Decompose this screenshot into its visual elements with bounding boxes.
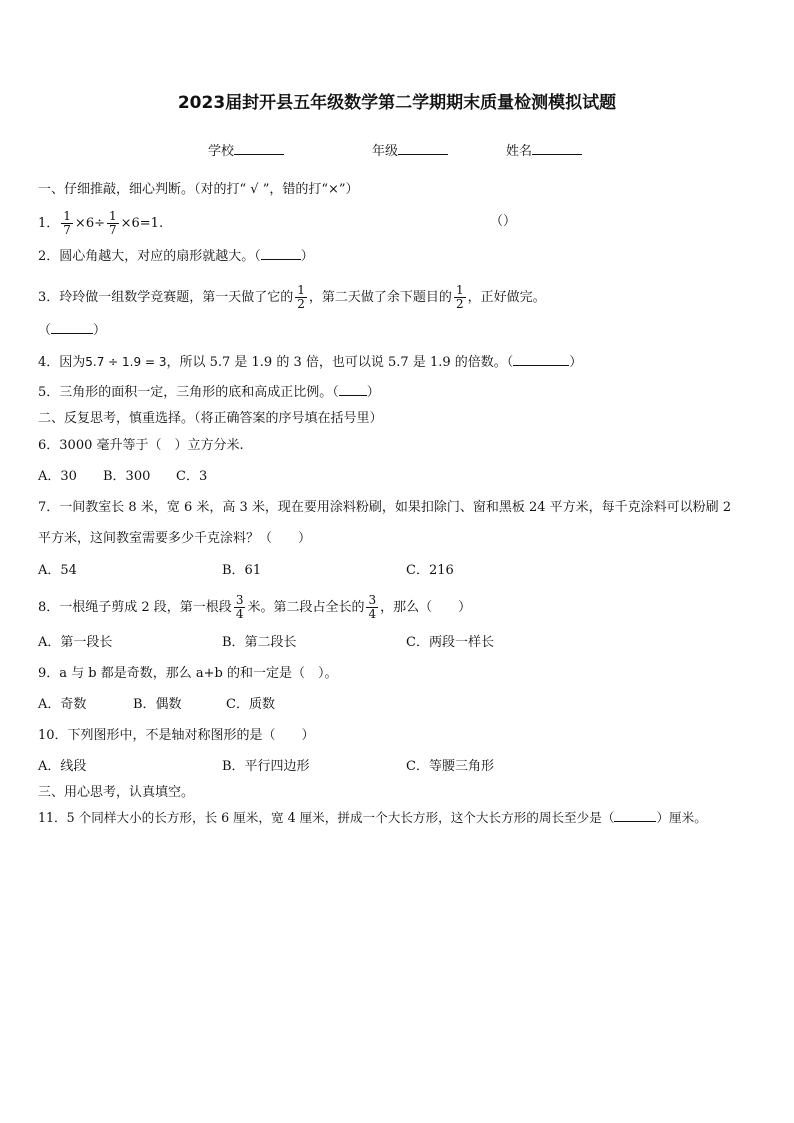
q6-option-a[interactable]: A．30 — [38, 469, 77, 484]
q8-text-b: 米。第二段占全长的 — [247, 600, 365, 615]
q10-option-a[interactable]: A．线段 — [38, 759, 87, 774]
q7-option-c[interactable]: C．216 — [406, 563, 454, 578]
school-blank[interactable] — [234, 142, 284, 155]
q9-option-c[interactable]: C．质数 — [226, 697, 275, 712]
q8-option-a[interactable]: A．第一段长 — [38, 635, 113, 650]
q3-fraction-1: $\frac{1}{2}$ — [297, 283, 305, 311]
grade-label: 年级 — [372, 144, 399, 159]
q1-mid: ×6÷ — [74, 216, 105, 231]
q8-fraction-1: $\frac{3}{4}$ — [235, 593, 244, 621]
q5-text: 5．三角形的面积一定，三角形的底和高成正比例。 — [38, 385, 333, 400]
q8-option-b[interactable]: B．第二段长 — [222, 635, 297, 650]
name-label: 姓名 — [506, 144, 533, 159]
q3-text-c: ，正好做完。 — [467, 290, 546, 305]
name-blank[interactable] — [532, 142, 582, 155]
q1-number: 1． — [38, 216, 60, 231]
q10-option-c[interactable]: C．等腰三角形 — [406, 759, 494, 774]
question-7-line-1: 7．一间教室长 8 米，宽 6 米，高 3 米，现在要用涂料粉刷，如果扣除门、窗和黑板 24 平方米，每千克涂料可以粉刷 2 — [38, 500, 732, 515]
section-2-heading: 二、反复思考，慎重选择。（将正确答案的序号填在括号里） — [38, 411, 383, 426]
q7-option-a[interactable]: A．54 — [38, 563, 77, 578]
question-8 — [38, 594, 471, 621]
question-5: 5．三角形的面积一定，三角形的底和高成正比例。（ ） — [38, 385, 380, 400]
q2-text: 2．圆心角越大，对应的扇形就越大。 — [38, 249, 255, 264]
q10-option-b[interactable]: B．平行四边形 — [222, 759, 310, 774]
q4-expression: 5.7 ÷ 1.9 = 3 — [85, 355, 167, 369]
q9-option-b[interactable]: B．偶数 — [133, 697, 182, 712]
q7-option-b[interactable]: B．61 — [222, 563, 262, 578]
q5-answer-blank[interactable] — [339, 383, 367, 396]
q4-text-b: ，所以 5.7 是 1.9 的 3 倍，也可以说 5.7 是 1.9 的倍数。 — [166, 355, 507, 370]
q3-fraction-2: $\frac{1}{2}$ — [455, 283, 464, 311]
q9-option-a[interactable]: A．奇数 — [38, 697, 87, 712]
q2-answer-blank[interactable] — [261, 247, 301, 260]
q11-text-a: 11．5 个同样大小的长方形，长 6 厘米，宽 4 厘米，拼成一个大长方形，这个大长方形的周长至少是（ — [38, 810, 615, 825]
q11-text-b: ）厘米。 — [656, 810, 707, 825]
section-3-heading: 三、用心思考，认真填空。 — [38, 785, 195, 800]
question-2: 2．圆心角越大，对应的扇形就越大。（ ） — [38, 249, 314, 264]
grade-blank[interactable] — [398, 142, 448, 155]
school-label: 学校 — [208, 144, 235, 159]
q11-answer-blank[interactable] — [614, 809, 656, 822]
q3-text-b: ，第二天做了余下题目的 — [308, 290, 452, 305]
school-field — [208, 140, 284, 159]
question-9: 9．a 与 b 都是奇数，那么 a+b 的和一定是（ ）。 — [38, 666, 338, 681]
question-4: 4．因为5.7 ÷ 1.9 = 3，所以 5.7 是 1.9 的 3 倍，也可以说 5.7 是 1.9 的倍数。（ ） — [38, 355, 583, 370]
question-7-line-2: 平方米，这间教室需要多少千克涂料？（ ） — [38, 531, 312, 546]
question-6: 6．3000 毫升等于（ ）立方分米. — [38, 438, 244, 453]
q6-option-c[interactable]: C．3 — [176, 469, 208, 484]
q1-end: ×6=1. — [120, 216, 164, 231]
q8-text-a: 8．一根绳子剪成 2 段，第一根段 — [38, 600, 232, 615]
grade-field — [372, 140, 448, 159]
q8-option-c[interactable]: C．两段一样长 — [406, 635, 494, 650]
q1-fraction-1: $\frac{1}{7}$ — [63, 209, 71, 237]
q4-answer-blank[interactable] — [513, 353, 569, 366]
question-3 — [38, 284, 546, 311]
q3-text-a: 3．玲玲做一组数学竞赛题，第一天做了它的 — [38, 290, 294, 305]
q8-fraction-2: $\frac{3}{4}$ — [368, 593, 377, 621]
q4-text-a: 4．因为 — [38, 355, 86, 370]
name-field — [506, 140, 582, 159]
question-10: 10．下列图形中，不是轴对称图形的是（ ） — [38, 728, 315, 743]
q1-fraction-2: $\frac{1}{7}$ — [108, 209, 117, 237]
question-11 — [38, 808, 707, 828]
q3-answer-parens[interactable]: （ ） — [38, 323, 107, 338]
section-1-heading: 一、仔细推敲，细心判断。（对的打“ √ ”，错的打“×”） — [38, 182, 359, 197]
q6-option-b[interactable]: B．300 — [103, 469, 151, 484]
q1-answer-parens[interactable]: （） — [490, 214, 517, 229]
question-1 — [38, 210, 163, 237]
page-title: 2023届封开县五年级数学第二学期期末质量检测模拟试题 — [177, 93, 617, 113]
q8-text-c: ，那么（ ） — [380, 600, 472, 615]
